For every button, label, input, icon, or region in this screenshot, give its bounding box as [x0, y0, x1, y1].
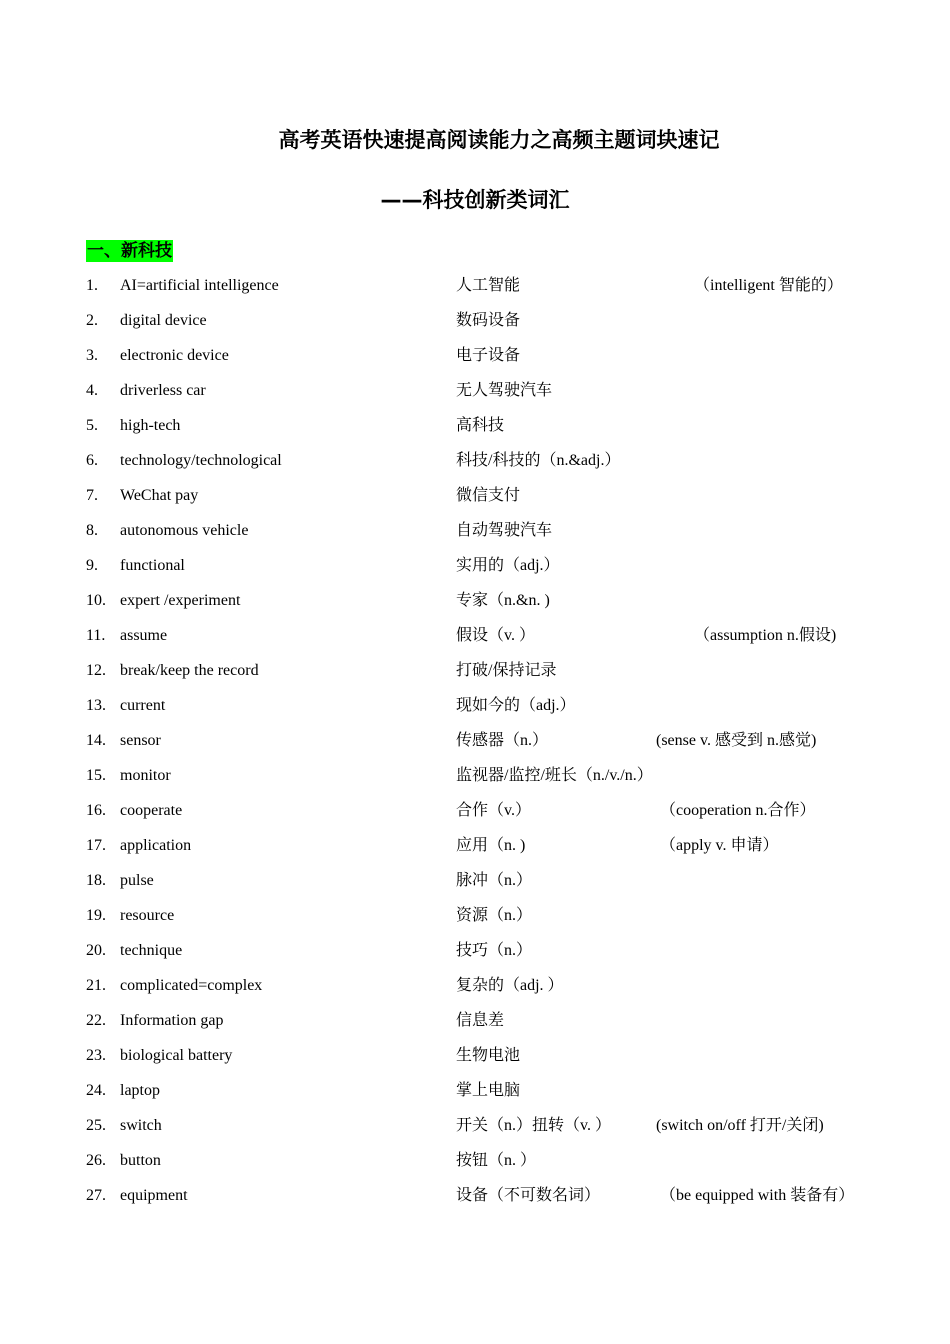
item-english: electronic device — [120, 347, 229, 364]
item-chinese: 假设（v. ） — [456, 627, 535, 644]
item-number: 21. — [86, 977, 106, 994]
item-chinese: 资源（n.） — [456, 907, 533, 924]
item-english: autonomous vehicle — [120, 522, 249, 539]
item-english: switch — [120, 1117, 162, 1134]
item-english: assume — [120, 627, 168, 644]
item-chinese: 掌上电脑 — [456, 1082, 521, 1099]
list-item — [0, 379, 950, 414]
item-number: 4. — [86, 382, 98, 399]
item-english: technology/technological — [120, 452, 282, 469]
item-number: 24. — [86, 1082, 106, 1099]
item-english: high-tech — [120, 417, 181, 434]
item-chinese: 传感器（n.） — [456, 732, 549, 749]
item-english: WeChat pay — [120, 487, 199, 504]
item-chinese: 监视器/监控/班长（n./v./n.） — [456, 767, 653, 784]
item-chinese: 现如今的（adj.） — [456, 697, 576, 714]
vocab-list — [0, 274, 950, 1219]
item-number: 23. — [86, 1047, 106, 1064]
item-chinese: 信息差 — [456, 1012, 505, 1029]
item-english: equipment — [120, 1187, 188, 1204]
list-item — [0, 834, 950, 869]
list-item — [0, 764, 950, 799]
item-note: （cooperation n.合作） — [660, 802, 816, 819]
item-note: (switch on/off 打开/关闭) — [656, 1117, 824, 1134]
item-chinese: 高科技 — [456, 417, 505, 434]
item-chinese: 按钮（n. ） — [456, 1152, 537, 1169]
item-english: application — [120, 837, 192, 854]
item-number: 10. — [86, 592, 106, 609]
item-english: Information gap — [120, 1012, 224, 1029]
item-number: 9. — [86, 557, 98, 574]
item-english: pulse — [120, 872, 154, 889]
list-item — [0, 1044, 950, 1079]
item-note: （intelligent 智能的） — [694, 277, 843, 294]
list-item — [0, 729, 950, 764]
item-number: 11. — [86, 627, 106, 644]
page-title: 高考英语快速提高阅读能力之高频主题词块速记 — [278, 128, 720, 152]
item-number: 25. — [86, 1117, 106, 1134]
list-item — [0, 1149, 950, 1184]
list-item — [0, 589, 950, 624]
item-number: 17. — [86, 837, 106, 854]
item-number: 8. — [86, 522, 98, 539]
item-english: cooperate — [120, 802, 183, 819]
list-item — [0, 554, 950, 589]
item-number: 20. — [86, 942, 106, 959]
list-item — [0, 1079, 950, 1114]
list-item — [0, 869, 950, 904]
item-chinese: 自动驾驶汽车 — [456, 522, 553, 539]
list-item — [0, 799, 950, 834]
item-chinese: 专家（n.&n. ) — [456, 592, 550, 609]
list-item — [0, 309, 950, 344]
item-note: （assumption n.假设) — [694, 627, 837, 644]
item-number: 16. — [86, 802, 106, 819]
item-english: technique — [120, 942, 183, 959]
item-chinese: 设备（不可数名词） — [456, 1187, 601, 1204]
item-chinese: 打破/保持记录 — [456, 662, 557, 679]
item-english: monitor — [120, 767, 171, 784]
item-chinese: 脉冲（n.） — [456, 872, 533, 889]
list-item — [0, 344, 950, 379]
item-chinese: 科技/科技的（n.&adj.） — [456, 452, 621, 469]
item-english: resource — [120, 907, 175, 924]
item-number: 15. — [86, 767, 106, 784]
item-number: 7. — [86, 487, 98, 504]
item-number: 12. — [86, 662, 106, 679]
item-english: laptop — [120, 1082, 160, 1099]
item-chinese: 开关（n.）扭转（v. ） — [456, 1117, 611, 1134]
item-number: 22. — [86, 1012, 106, 1029]
item-chinese: 生物电池 — [456, 1047, 521, 1064]
item-number: 27. — [86, 1187, 106, 1204]
item-chinese: 人工智能 — [456, 277, 521, 294]
list-item — [0, 274, 950, 309]
item-english: break/keep the record — [120, 662, 259, 679]
item-english: button — [120, 1152, 161, 1169]
item-number: 19. — [86, 907, 106, 924]
item-english: complicated=complex — [120, 977, 263, 994]
list-item — [0, 484, 950, 519]
item-chinese: 实用的（adj.） — [456, 557, 560, 574]
item-chinese: 电子设备 — [456, 347, 521, 364]
item-chinese: 合作（v.） — [456, 802, 531, 819]
list-item — [0, 904, 950, 939]
list-item — [0, 414, 950, 449]
page-subtitle: ——科技创新类词汇 — [380, 188, 570, 212]
item-chinese: 技巧（n.） — [456, 942, 533, 959]
list-item — [0, 449, 950, 484]
list-item — [0, 624, 950, 659]
list-item — [0, 974, 950, 1009]
item-english: driverless car — [120, 382, 206, 399]
item-chinese: 应用（n. ) — [456, 837, 526, 854]
item-number: 14. — [86, 732, 106, 749]
item-chinese: 无人驾驶汽车 — [456, 382, 553, 399]
item-number: 26. — [86, 1152, 106, 1169]
item-chinese: 数码设备 — [456, 312, 521, 329]
list-item — [0, 659, 950, 694]
item-note: （be equipped with 装备有） — [660, 1187, 855, 1204]
item-number: 3. — [86, 347, 98, 364]
item-chinese: 复杂的（adj. ） — [456, 977, 564, 994]
list-item — [0, 1114, 950, 1149]
list-item — [0, 519, 950, 554]
item-number: 5. — [86, 417, 98, 434]
item-english: sensor — [120, 732, 161, 749]
list-item — [0, 1009, 950, 1044]
list-item — [0, 694, 950, 729]
item-number: 13. — [86, 697, 106, 714]
item-number: 2. — [86, 312, 98, 329]
item-chinese: 微信支付 — [456, 487, 521, 504]
item-english: AI=artificial intelligence — [120, 277, 279, 294]
section-heading: 一、新科技 — [87, 241, 172, 261]
item-note: (sense v. 感受到 n.感觉) — [656, 732, 817, 749]
item-number: 1. — [86, 277, 98, 294]
item-number: 6. — [86, 452, 98, 469]
item-note: （apply v. 申请） — [660, 837, 779, 854]
item-number: 18. — [86, 872, 106, 889]
list-item — [0, 1184, 950, 1219]
item-english: biological battery — [120, 1047, 233, 1064]
item-english: functional — [120, 557, 185, 574]
item-english: current — [120, 697, 166, 714]
item-english: expert /experiment — [120, 592, 241, 609]
item-english: digital device — [120, 312, 207, 329]
list-item — [0, 939, 950, 974]
